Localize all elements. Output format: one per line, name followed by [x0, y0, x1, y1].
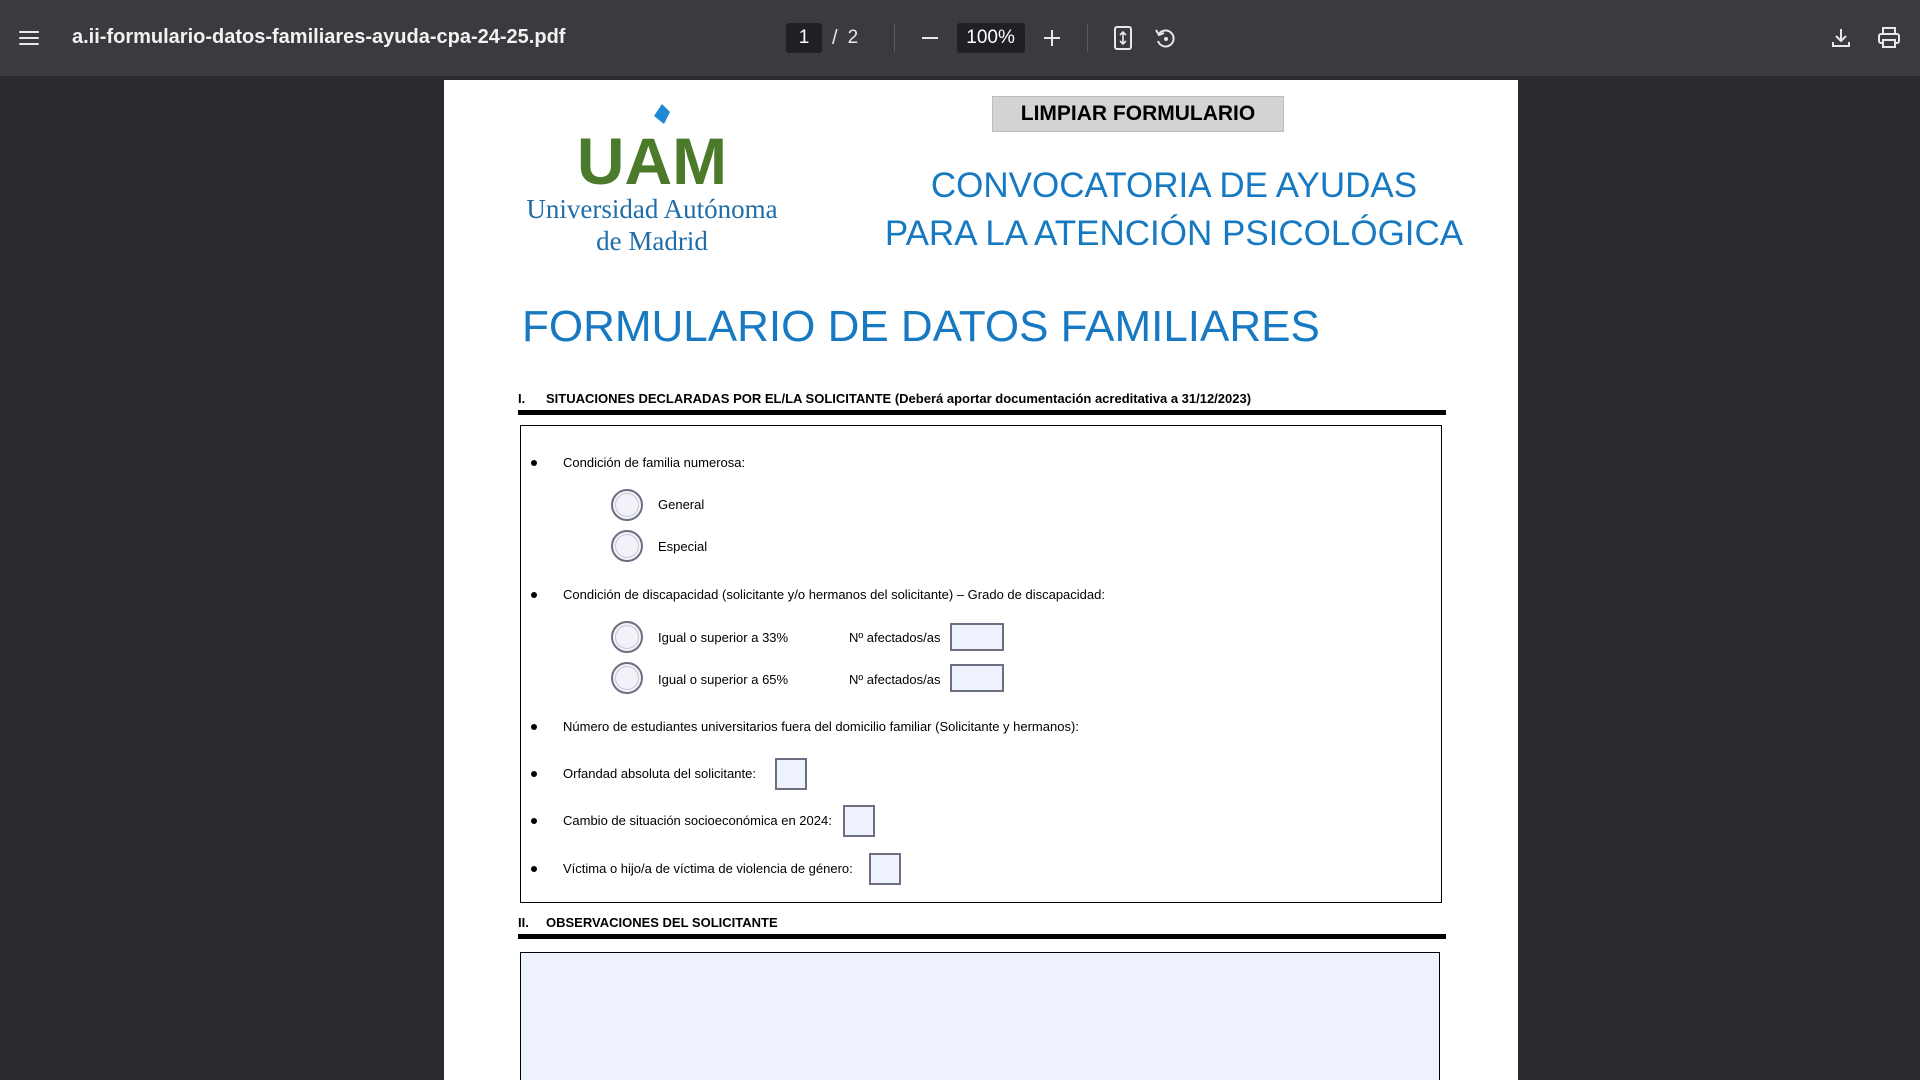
orfandad-field[interactable]: [775, 758, 807, 790]
toolbar-divider: [894, 24, 895, 52]
page-separator: /: [832, 26, 838, 49]
bullet: [531, 592, 537, 598]
fit-page-icon: [1113, 26, 1133, 50]
discapacidad-label: Condición de discapacidad (solicitante y/o hermanos del solicitante) – Grado de discapacidad:: [563, 587, 1105, 602]
familia-numerosa-label: Condición de familia numerosa:: [563, 455, 746, 470]
bullet: [531, 460, 537, 466]
radio-33[interactable]: [611, 621, 643, 653]
radio-especial-label: Especial: [658, 539, 708, 554]
victima-field[interactable]: [869, 853, 901, 885]
toolbar-center-controls: [786, 21, 1182, 55]
menu-icon[interactable]: [14, 24, 44, 52]
section1-number: I.: [518, 391, 526, 406]
pdf-page: [444, 80, 1518, 1080]
section1-title: SITUACIONES DECLARADAS POR EL/LA SOLICITANTE (Deberá aportar documentación acreditativa a 31/12/2023): [546, 391, 1252, 406]
orfandad-label: Orfandad absoluta del solicitante:: [563, 766, 756, 781]
toolbar-right-controls: [1824, 21, 1906, 55]
logo-university-line1: Universidad Autónoma: [526, 194, 778, 224]
section2-heading: [518, 915, 1446, 939]
zoom-in-button[interactable]: [1035, 21, 1069, 55]
zoom-out-button[interactable]: [913, 21, 947, 55]
radio-general[interactable]: [611, 489, 643, 521]
afectados-65-field[interactable]: [950, 664, 1004, 692]
convocatoria-line2: PARA LA ATENCIÓN PSICOLÓGICA: [884, 214, 1464, 253]
afectados-33-field[interactable]: [950, 623, 1004, 651]
plus-icon: [1043, 29, 1061, 47]
uam-logo: [502, 100, 802, 256]
print-button[interactable]: [1872, 21, 1906, 55]
uam-logo-mark: [572, 100, 732, 190]
radio-65-label: Igual o superior a 65%: [658, 672, 789, 687]
download-button[interactable]: [1824, 21, 1858, 55]
document-filename: a.ii-formulario-datos-familiares-ayuda-cpa-24-25.pdf: [72, 26, 566, 48]
section2-title: OBSERVACIONES DEL SOLICITANTE: [546, 915, 778, 930]
bullet: [531, 724, 537, 730]
pdf-toolbar: [0, 0, 1920, 76]
convocatoria-line1: CONVOCATORIA DE AYUDAS: [930, 166, 1418, 205]
download-icon: [1830, 27, 1852, 49]
section1-heading: [518, 391, 1446, 415]
fit-page-button[interactable]: [1106, 21, 1140, 55]
victima-label: Víctima o hijo/a de víctima de violencia de género:: [563, 861, 853, 876]
observaciones-textarea[interactable]: [520, 952, 1440, 1080]
estudiantes-label: Número de estudiantes universitarios fuera del domicilio familiar (Solicitante y hermanos):: [563, 719, 1079, 734]
cambio-field[interactable]: [843, 805, 875, 837]
section1-box: [520, 425, 1442, 903]
rotate-icon: [1153, 26, 1177, 50]
clear-form-button[interactable]: LIMPIAR FORMULARIO: [992, 96, 1284, 132]
cambio-label: Cambio de situación socioeconómica en 2024:: [563, 813, 832, 828]
section2-number: II.: [518, 915, 529, 930]
minus-icon: [921, 29, 939, 47]
afectados-65-label: Nº afectados/as: [849, 672, 941, 687]
radio-especial[interactable]: [611, 530, 643, 562]
page-number-input[interactable]: [786, 23, 822, 53]
toolbar-divider: [1087, 24, 1088, 52]
bullet: [531, 771, 537, 777]
zoom-input[interactable]: [957, 23, 1025, 53]
radio-general-label: General: [658, 497, 705, 512]
logo-university-line2: de Madrid: [596, 226, 708, 256]
rotate-button[interactable]: [1148, 21, 1182, 55]
convocatoria-heading: [864, 162, 1484, 258]
radio-65[interactable]: [611, 662, 643, 694]
radio-33-label: Igual o superior a 33%: [658, 630, 789, 645]
form-title: FORMULARIO DE DATOS FAMILIARES: [522, 302, 1320, 351]
afectados-33-label: Nº afectados/as: [849, 630, 941, 645]
bullet: [531, 818, 537, 824]
logo-mark-text: UAM: [576, 124, 728, 190]
print-icon: [1877, 27, 1901, 49]
total-pages: 2: [847, 27, 859, 48]
bullet: [531, 866, 537, 872]
